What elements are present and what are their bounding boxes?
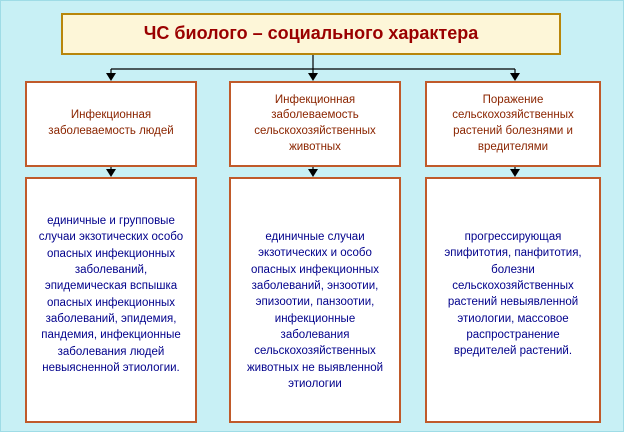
category-header-3 xyxy=(425,81,601,167)
category-header-2-label: Инфекционная заболеваемость сельскохозяйственных животных xyxy=(254,93,376,153)
category-header-1-label: Инфекционная заболеваемость людей xyxy=(48,109,174,137)
category-body-3-text: прогрессирующая эпифитотия, панфитотия, болезни сельскохозяйственных растений невыявленной этиологии, массовое распространение вредителей растений. xyxy=(444,231,582,358)
category-body-1 xyxy=(25,177,197,423)
category-header-2 xyxy=(229,81,401,167)
category-body-3 xyxy=(425,177,601,423)
diagram-title: ЧС биолого – социального характера xyxy=(143,23,479,44)
category-body-2-text: единичные случаи экзотических и особо опасных инфекционных заболеваний, энзоотии, эпизоотии, панзоотии, инфекционные заболевания сельскохозяйственных животных не выявленной этиологии xyxy=(246,231,384,390)
category-header-1 xyxy=(25,81,197,167)
diagram-title-box xyxy=(61,13,561,55)
category-body-2 xyxy=(229,177,401,423)
category-header-3-label: Поражение сельскохозяйственных растений болезнями и вредителями xyxy=(452,93,574,153)
category-body-1-text: единичные и групповые случаи экзотических особо опасных инфекционных заболеваний, эпидемическая вспышка опасных инфекционных заболеваний, эпидемия, пандемия, инфекционные заболевания людей невыясненной этиологии. xyxy=(38,215,184,374)
